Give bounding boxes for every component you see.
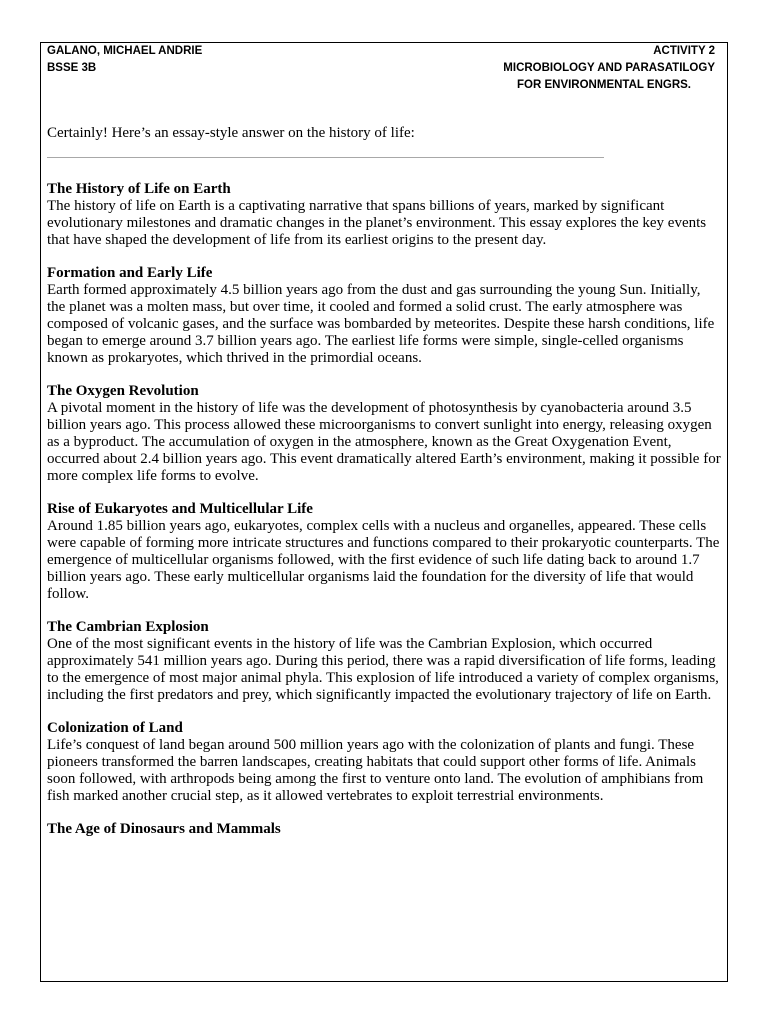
section-paragraph: The history of life on Earth is a captivating narrative that spans billions of years, marked by significant evolutionary milestones and dramatic changes in the planet’s environment. This essay explores the key events that have shaped the development of life from its earliest origins to the present day. [47, 198, 707, 248]
essay-content [47, 125, 722, 838]
header-right [503, 43, 715, 94]
student-section: BSSE 3B [47, 62, 97, 74]
activity-label: ACTIVITY 2 [653, 45, 715, 57]
section-paragraph: A pivotal moment in the history of life was the development of photosynthesis by cyanobacteria around 3.5 billion years ago. This process allowed these microorganisms to convert sunlight into energy, releasing oxygen as a byproduct. The accumulation of oxygen in the atmosphere, known as the Great Oxygenation Event, occurred about 2.4 billion years ago. This event dramatically altered Earth’s environment, making it possible for more complex life forms to evolve. [47, 400, 721, 484]
section-heading: The Oxygen Revolution [47, 383, 199, 399]
section-heading: The Cambrian Explosion [47, 619, 209, 635]
section-heading: The History of Life on Earth [47, 181, 231, 197]
section-heading: Rise of Eukaryotes and Multicellular Life [47, 501, 313, 517]
section-paragraph: Life’s conquest of land began around 500 million years ago with the colonization of plants and fungi. These pioneers transformed the barren landscapes, creating habitats that could support other forms of life. Animals soon followed, with arthropods being among the first to venture onto land. The evolution of amphibians from fish marked another crucial step, as it allowed vertebrates to exploit terrestrial environments. [47, 737, 704, 804]
course-title: MICROBIOLOGY AND PARASATILOGY [503, 62, 715, 74]
section-paragraph: Earth formed approximately 4.5 billion years ago from the dust and gas surrounding the young Sun. Initially, the planet was a molten mass, but over time, it cooled and formed a solid crust. The early atmosphere was composed of volcanic gases, and the surface was bombarded by meteorites. Despite these harsh conditions, life began to emerge around 3.7 billion years ago. The earliest life forms were simple, single-celled organisms known as prokaryotes, which thrived in the primordial oceans. [47, 282, 715, 366]
section-heading: The Age of Dinosaurs and Mammals [47, 821, 281, 837]
section-paragraph: One of the most significant events in the history of life was the Cambrian Explosion, which occurred approximately 541 million years ago. During this period, there was a rapid diversification of life forms, leading to the emergence of most major animal phyla. This explosion of life introduced a variety of complex organisms, including the first predators and prey, which significantly impacted the evolutionary trajectory of life on Earth. [47, 636, 719, 703]
section-paragraph: Around 1.85 billion years ago, eukaryotes, complex cells with a nucleus and organelles, appeared. These cells were capable of forming more intricate structures and functions compared to their prokaryotic counterparts. The emergence of multicellular organisms followed, with the first evidence of such life dating back to around 1.7 billion years ago. These early multicellular organisms laid the foundation for the diversity of life that would follow. [47, 518, 720, 602]
section-heading: Formation and Early Life [47, 265, 213, 281]
student-name: GALANO, MICHAEL ANDRIE [47, 45, 203, 57]
horizontal-rule [47, 157, 604, 158]
intro-text: Certainly! Here’s an essay-style answer on the history of life: [47, 125, 415, 141]
course-subtitle: FOR ENVIRONMENTAL ENGRS. [517, 79, 691, 91]
section-heading: Colonization of Land [47, 720, 183, 736]
header-left [47, 43, 202, 77]
